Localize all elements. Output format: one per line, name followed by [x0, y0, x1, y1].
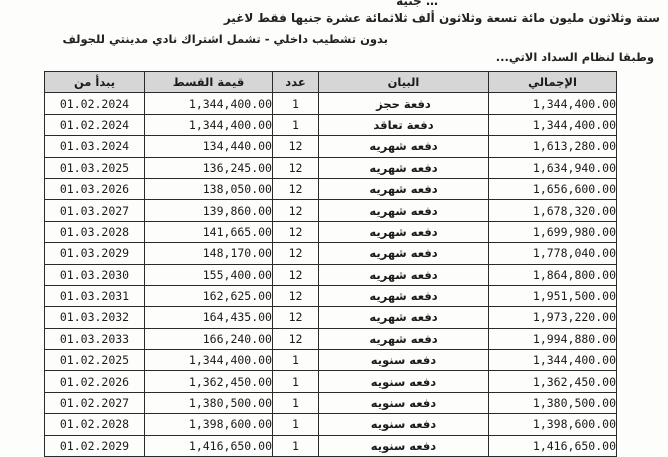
total-cell: 1,699,980.00 — [489, 221, 617, 242]
start-date-cell: 01.02.2024 — [45, 114, 145, 135]
total-cell: 1,344,400.00 — [489, 93, 617, 114]
description-cell: دفعه شهريه — [319, 157, 489, 178]
start-date-cell: 01.03.2027 — [45, 200, 145, 221]
installment-value-cell: 134,440.00 — [145, 136, 273, 157]
table-row — [45, 243, 617, 264]
total-cell: 1,864,800.00 — [489, 264, 617, 285]
start-date-cell: 01.03.2026 — [45, 178, 145, 199]
count-cell: 1 — [273, 414, 319, 435]
table-row — [45, 136, 617, 157]
table-row — [45, 178, 617, 199]
description-cell: دفعه شهريه — [319, 178, 489, 199]
total-cell: 1,678,320.00 — [489, 200, 617, 221]
start-date-cell: 01.02.2028 — [45, 414, 145, 435]
start-date-cell: 01.03.2025 — [45, 157, 145, 178]
table-row — [45, 350, 617, 371]
finishing-note: بدون تشطيب داخلي - تشمل اشتراك نادي مدينتي للجولف — [62, 32, 388, 46]
header-installment-value: قيمة القسط — [145, 72, 273, 93]
table-row — [45, 371, 617, 392]
count-cell: 12 — [273, 285, 319, 306]
description-cell: دفعه شهريه — [319, 264, 489, 285]
header-description: البيان — [319, 72, 489, 93]
count-cell: 12 — [273, 200, 319, 221]
amount-in-words: ستة وثلاثون مليون مائة تسعة وثلاثون ألف ثلاثمائة عشرة جنيها فقط لاغير — [223, 11, 660, 25]
table-row — [45, 328, 617, 349]
count-cell: 12 — [273, 178, 319, 199]
description-cell: دفعه شهريه — [319, 307, 489, 328]
table-row — [45, 285, 617, 306]
header-line-cut: … جنيه — [396, 0, 438, 8]
description-cell: دفعه سنويه — [319, 371, 489, 392]
count-cell: 1 — [273, 350, 319, 371]
total-cell: 1,613,280.00 — [489, 136, 617, 157]
description-cell: دفعه شهريه — [319, 221, 489, 242]
installment-value-cell: 1,380,500.00 — [145, 392, 273, 413]
description-cell: دفعه سنويه — [319, 392, 489, 413]
installment-value-cell: 1,344,400.00 — [145, 350, 273, 371]
description-cell: دفعه شهريه — [319, 243, 489, 264]
total-cell: 1,380,500.00 — [489, 392, 617, 413]
total-cell: 1,416,650.00 — [489, 435, 617, 456]
total-cell: 1,362,450.00 — [489, 371, 617, 392]
installment-value-cell: 164,435.00 — [145, 307, 273, 328]
description-cell: دفعه شهريه — [319, 136, 489, 157]
payment-system-intro: وطبقا لنظام السداد الاتي... — [495, 50, 654, 64]
total-cell: 1,994,880.00 — [489, 328, 617, 349]
description-cell: دفعه شهريه — [319, 285, 489, 306]
payment-schedule-table — [44, 71, 617, 457]
description-cell: دفعة حجز — [319, 93, 489, 114]
start-date-cell: 01.02.2027 — [45, 392, 145, 413]
installment-value-cell: 1,416,650.00 — [145, 435, 273, 456]
header-start: يبدأ من — [45, 72, 145, 93]
start-date-cell: 01.02.2029 — [45, 435, 145, 456]
table-row — [45, 93, 617, 114]
count-cell: 12 — [273, 221, 319, 242]
description-cell: دفعه سنويه — [319, 414, 489, 435]
count-cell: 12 — [273, 307, 319, 328]
start-date-cell: 01.03.2028 — [45, 221, 145, 242]
description-cell: دفعه شهريه — [319, 200, 489, 221]
table-row — [45, 307, 617, 328]
total-cell: 1,951,500.00 — [489, 285, 617, 306]
total-cell: 1,778,040.00 — [489, 243, 617, 264]
count-cell: 12 — [273, 264, 319, 285]
total-cell: 1,634,940.00 — [489, 157, 617, 178]
count-cell: 1 — [273, 93, 319, 114]
description-cell: دفعه سنويه — [319, 350, 489, 371]
total-cell: 1,973,220.00 — [489, 307, 617, 328]
start-date-cell: 01.02.2024 — [45, 93, 145, 114]
total-cell: 1,398,600.00 — [489, 414, 617, 435]
count-cell: 12 — [273, 157, 319, 178]
count-cell: 12 — [273, 136, 319, 157]
total-cell: 1,656,600.00 — [489, 178, 617, 199]
description-cell: دفعة تعاقد — [319, 114, 489, 135]
header-count: عدد — [273, 72, 319, 93]
header-total: الإجمالي — [489, 72, 617, 93]
installment-value-cell: 138,050.00 — [145, 178, 273, 199]
count-cell: 12 — [273, 243, 319, 264]
table-row — [45, 392, 617, 413]
start-date-cell: 01.03.2029 — [45, 243, 145, 264]
start-date-cell: 01.03.2032 — [45, 307, 145, 328]
installment-value-cell: 1,362,450.00 — [145, 371, 273, 392]
count-cell: 1 — [273, 392, 319, 413]
installment-value-cell: 148,170.00 — [145, 243, 273, 264]
count-cell: 1 — [273, 371, 319, 392]
start-date-cell: 01.02.2026 — [45, 371, 145, 392]
installment-value-cell: 166,240.00 — [145, 328, 273, 349]
installment-value-cell: 162,625.00 — [145, 285, 273, 306]
table-row — [45, 264, 617, 285]
document-header — [0, 0, 668, 70]
table-row — [45, 200, 617, 221]
start-date-cell: 01.03.2030 — [45, 264, 145, 285]
table-row — [45, 221, 617, 242]
start-date-cell: 01.03.2024 — [45, 136, 145, 157]
start-date-cell: 01.03.2033 — [45, 328, 145, 349]
total-cell: 1,344,400.00 — [489, 350, 617, 371]
count-cell: 1 — [273, 435, 319, 456]
installment-value-cell: 139,860.00 — [145, 200, 273, 221]
table-header-row — [45, 72, 617, 93]
installment-value-cell: 155,400.00 — [145, 264, 273, 285]
count-cell: 12 — [273, 328, 319, 349]
installment-value-cell: 1,344,400.00 — [145, 114, 273, 135]
table-row — [45, 114, 617, 135]
table-row — [45, 157, 617, 178]
description-cell: دفعه سنويه — [319, 435, 489, 456]
table-row — [45, 414, 617, 435]
description-cell: دفعه شهريه — [319, 328, 489, 349]
total-cell: 1,344,400.00 — [489, 114, 617, 135]
start-date-cell: 01.03.2031 — [45, 285, 145, 306]
installment-value-cell: 1,344,400.00 — [145, 93, 273, 114]
installment-value-cell: 136,245.00 — [145, 157, 273, 178]
installment-value-cell: 141,665.00 — [145, 221, 273, 242]
table-row — [45, 435, 617, 456]
start-date-cell: 01.02.2025 — [45, 350, 145, 371]
installment-value-cell: 1,398,600.00 — [145, 414, 273, 435]
count-cell: 1 — [273, 114, 319, 135]
